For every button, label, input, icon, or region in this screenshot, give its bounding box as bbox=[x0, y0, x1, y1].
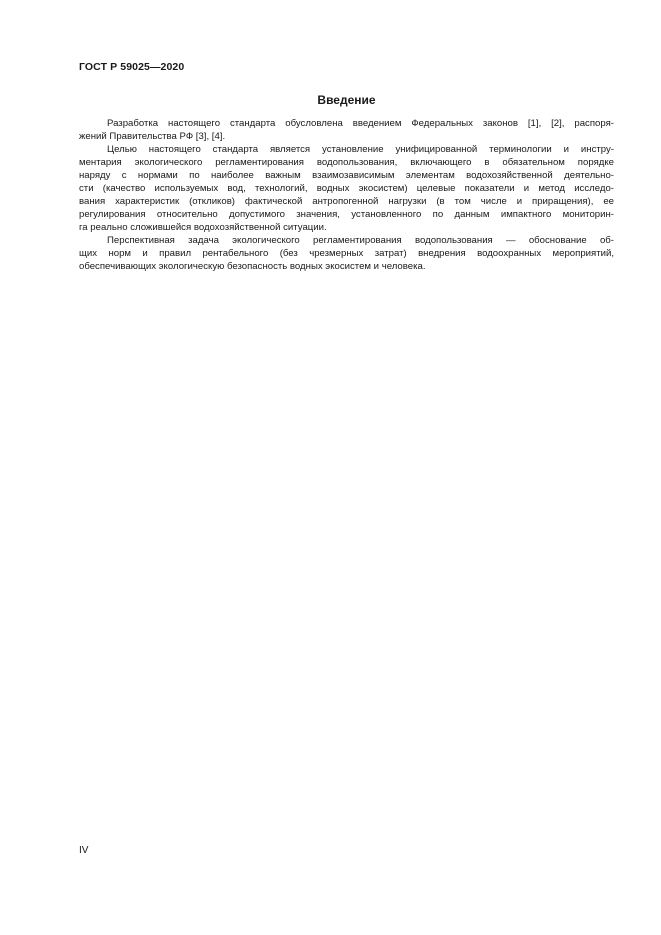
page-number: IV bbox=[79, 845, 89, 856]
text-line: Перспективная задача экологического регламентирования водопользования — обоснование об- bbox=[107, 235, 614, 246]
paragraph bbox=[79, 143, 614, 234]
text-line: Целью настоящего стандарта является установление унифицированной терминологии и инстру- bbox=[107, 144, 614, 155]
text-line: ментария экологического регламентирования водопользования, включающего в обязательном порядке bbox=[79, 157, 614, 168]
section-title: Введение bbox=[317, 93, 376, 107]
text-line: регулирования относительно допустимого значения, установленного по данным импактного мониторин- bbox=[79, 209, 614, 220]
paragraph bbox=[79, 234, 614, 273]
paragraph bbox=[79, 117, 614, 143]
standard-code-header: ГОСТ Р 59025—2020 bbox=[79, 61, 185, 73]
text-line: вания характеристик (откликов) фактической антропогенной нагрузки (в том числе и приращения), ее bbox=[79, 196, 614, 207]
text-line: наряду с нормами по наиболее важным взаимозависимым элементам водохозяйственной деятельно- bbox=[79, 170, 614, 181]
text-line: обеспечивающих экологическую безопасность водных экосистем и человека. bbox=[79, 261, 426, 272]
text-line: Разработка настоящего стандарта обусловлена введением Федеральных законов [1], [2], распоря- bbox=[107, 118, 614, 129]
text-line: жений Правительства РФ [3], [4]. bbox=[79, 131, 226, 142]
body-text bbox=[79, 117, 614, 273]
text-line: сти (качество используемых вод, технологий, водных экосистем) целевые показатели и метод исследо- bbox=[79, 183, 614, 194]
text-line: га реально сложившейся водохозяйственной ситуации. bbox=[79, 222, 327, 233]
text-line: щих норм и правил рентабельного (без чрезмерных затрат) внедрения водоохранных мероприятий, bbox=[79, 248, 614, 259]
